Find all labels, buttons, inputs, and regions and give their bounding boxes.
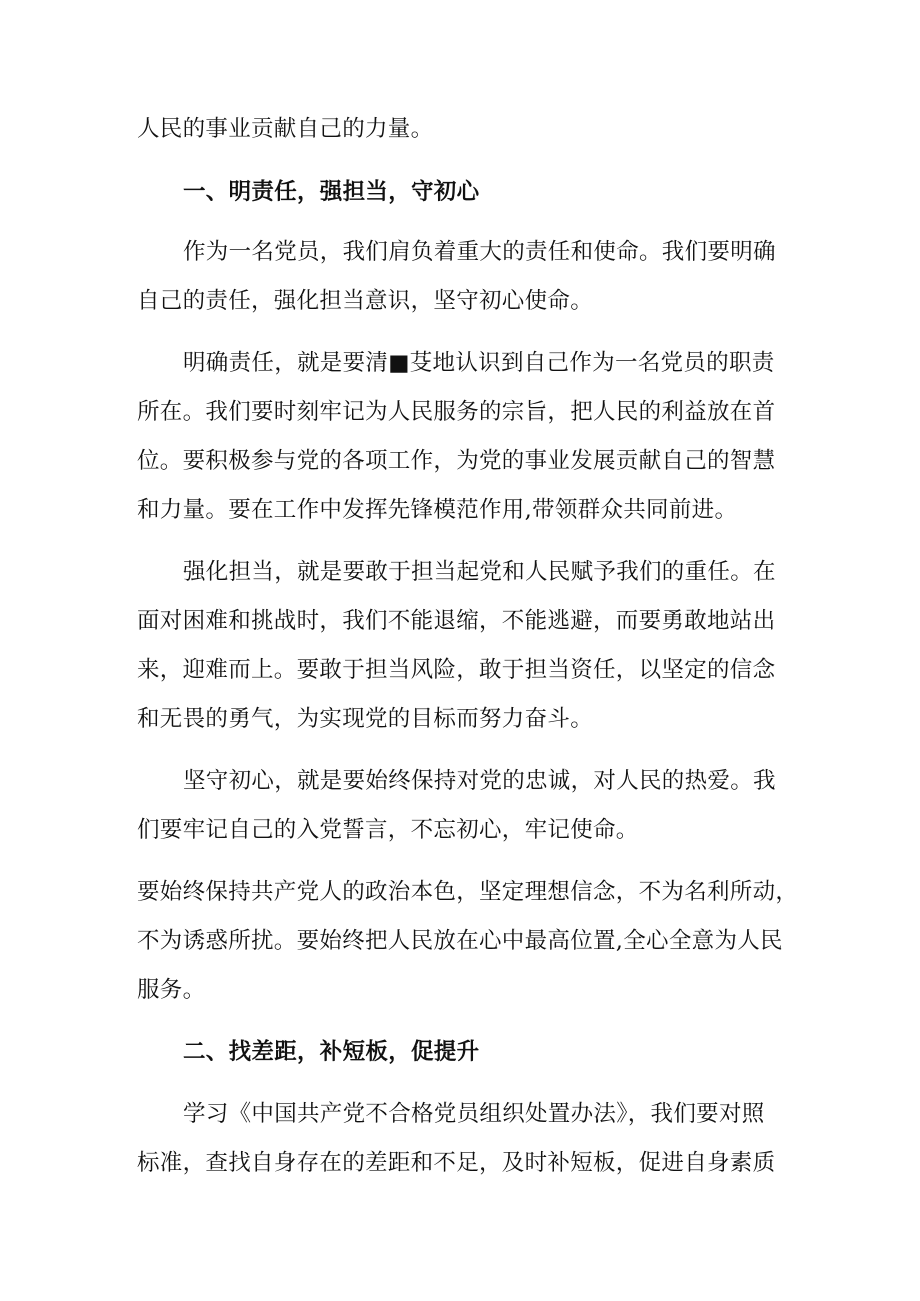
body-text-line: 人民的事业贡献自己的力量。 — [137, 116, 434, 142]
body-text-line: 和无畏的勇气，为实现党的目标而努力奋斗。 — [137, 706, 594, 732]
body-text-line: 自己的责任，强化担当意识，坚守初心使命。 — [137, 288, 594, 314]
body-text-line: 所在。我们要时刻牢记为人民服务的宗旨，把人民的利益放在首 — [137, 399, 776, 425]
body-text-line: 来，迎难而上。要敢于担当风险，敢于担当资任，以坚定的信念 — [137, 657, 776, 683]
body-text-line: 们要牢记自己的入党誓言，不忘初心，牢记使命。 — [137, 817, 639, 843]
body-text-line: 强化担当，就是要敢于担当起党和人民赋予我们的重任。在 — [183, 559, 776, 585]
body-text-line: 学习《中国共产党不合格党员组织处置办法》，我们要对照 — [183, 1101, 765, 1127]
body-text-line: 位。要积极参与党的各项工作，为党的事业发展贡献自己的智慧 — [137, 448, 776, 474]
section-heading-1: 一、明责任，强担当，守初心 — [183, 179, 480, 205]
body-text-line: 不为诱惑所扰。要始终把人民放在心中最高位置,全心全意为人民 — [137, 928, 783, 954]
body-text-line: 明确责任，就是要清■芟地认识到自己作为一名党员的职责 — [183, 350, 775, 376]
section-heading-2: 二、找差距，补短板，促提升 — [183, 1039, 480, 1065]
body-text-line: 服务。 — [137, 977, 206, 1003]
body-text-line: 面对困难和挑战时，我们不能退缩，不能逃避，而要勇敢地站出 — [137, 608, 776, 634]
body-text-line: 作为一名党员，我们肩负着重大的责任和使命。我们要明确 — [183, 239, 776, 265]
body-text-line: 坚守初心，就是要始终保持对党的忠诚，对人民的热爱。我 — [183, 768, 776, 794]
body-text-line: 和力量。要在工作中发挥先锋模范作用,带领群众共同前进。 — [137, 497, 738, 523]
body-text-line: 要始终保持共产党人的政治本色，坚定理想信念，不为名利所动， — [137, 879, 799, 905]
body-text-line: 标准，查找自身存在的差距和不足，及时补短板，促进自身素质 — [137, 1150, 776, 1176]
